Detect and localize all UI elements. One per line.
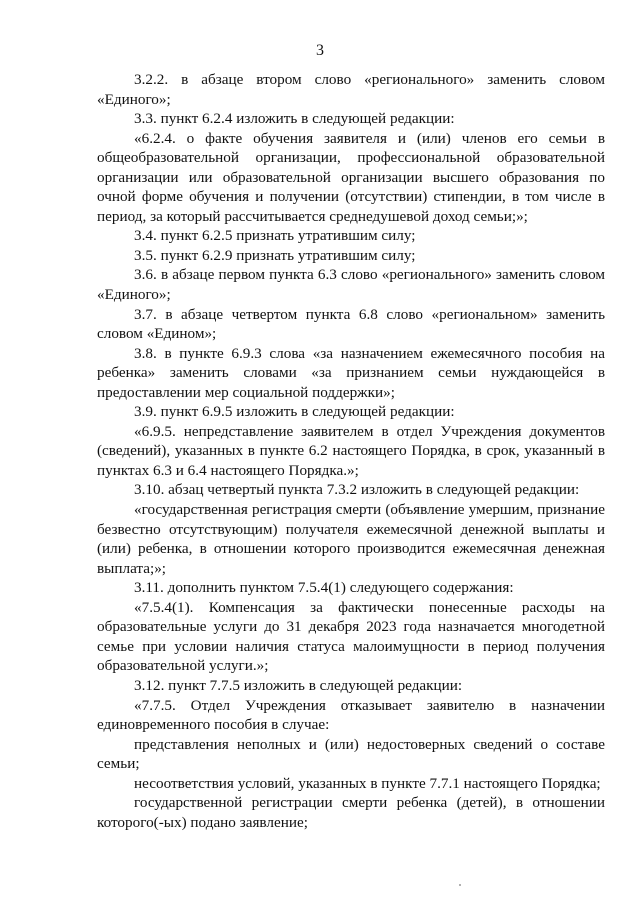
scan-speck [459, 884, 461, 886]
paragraph-3-5: 3.5. пункт 6.2.9 признать утратившим силу; [134, 246, 416, 264]
paragraph-6-9-5-text: «6.9.5. непредставление заявителем в отдел Учреждения документов (сведений), указанных в пункте 6.2 настоящего Порядка, в срок, указанный в пунктах 6.3 и 6.4 настоящего Порядка.»; [97, 422, 605, 479]
paragraph-3-12: 3.12. пункт 7.7.5 изложить в следующей редакции: [134, 676, 463, 694]
paragraph-3-4: 3.4. пункт 6.2.5 признать утратившим силу; [134, 227, 416, 245]
paragraph-7-5-4-1-text: «7.5.4(1). Компенсация за фактически понесенные расходы на образовательные услуги до 31 декабря 2023 года назначается многодетной семье при условии наличия статуса малоимущности в период получения образовательной услуги.»; [97, 598, 605, 675]
paragraph-refusal-reason-1: представления неполных и (или) недостоверных сведений о составе семьи; [97, 735, 605, 773]
paragraph-3-8: 3.8. в пункте 6.9.3 слова «за назначением ежемесячного пособия на ребенка» заменить словами «за признанием семьи нуждающейся в предоставлении мер социальной поддержки»; [97, 344, 605, 401]
paragraph-3-7: 3.7. в абзаце четвертом пункта 6.8 слово «региональном» заменить словом «Едином»; [97, 305, 605, 343]
document-body [97, 70, 605, 832]
paragraph-3-9: 3.9. пункт 6.9.5 изложить в следующей редакции: [134, 403, 455, 421]
page-number: 3 [316, 42, 324, 59]
paragraph-3-3: 3.3. пункт 6.2.4 изложить в следующей редакции: [134, 110, 455, 128]
paragraph-7-7-5-text: «7.7.5. Отдел Учреждения отказывает заявителю в назначении единовременного пособия в случае: [97, 696, 605, 734]
paragraph-3-6: 3.6. в абзаце первом пункта 6.3 слово «регионального» заменить словом «Единого»; [97, 266, 605, 304]
paragraph-6-2-4-text: «6.2.4. о факте обучения заявителя и (или) членов его семьи в общеобразовательной организации, профессиональной образовательной организации или образовательной организации высшего образования по очной форме обучения и получении (отсутствии) стипендии, в том числе в период, за который рассчитывается среднедушевой доход семьи;»; [97, 129, 605, 225]
paragraph-3-11: 3.11. дополнить пунктом 7.5.4(1) следующего содержания: [134, 579, 514, 597]
paragraph-refusal-reason-3: государственной регистрации смерти ребенка (детей), в отношении которого(-ых) подано заявление; [97, 794, 605, 831]
paragraph-7-3-2-text: «государственная регистрация смерти (объявление умершим, признание безвестно отсутствующим) получателя ежемесячной денежной выплаты и (или) ребенка, в отношении которого производится ежемесячная денежная выплата;»; [97, 501, 605, 577]
paragraph-refusal-reason-2: несоответствия условий, указанных в пункте 7.7.1 настоящего Порядка; [134, 774, 601, 792]
paragraph-3-2-2: 3.2.2. в абзаце втором слово «регионального» заменить словом «Единого»; [97, 71, 605, 108]
paragraph-3-10: 3.10. абзац четвертый пункта 7.3.2 изложить в следующей редакции: [134, 481, 580, 499]
